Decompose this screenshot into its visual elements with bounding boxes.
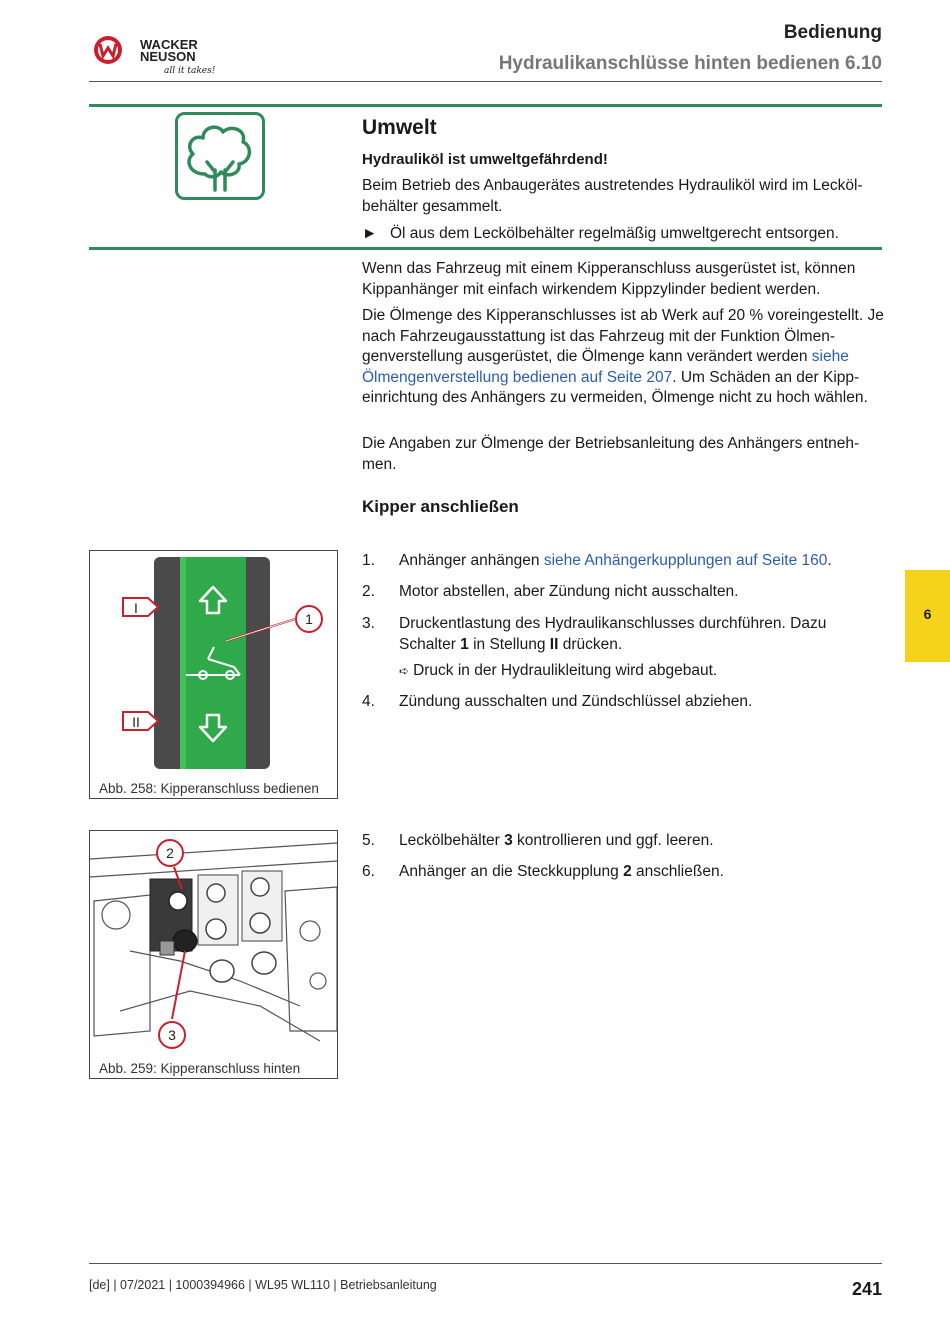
notice-bottom-rule: [89, 247, 882, 250]
link-oil-quantity[interactable]: siehe Ölmengenverstellung bedienen auf Seite 207: [362, 348, 849, 386]
brand-tagline: all it takes!: [164, 66, 216, 76]
brand-line1: WACKER: [140, 37, 198, 52]
svg-text:3: 3: [168, 1027, 176, 1043]
notice-action-text: Öl aus dem Leckölbehälter regelmäßig umweltgerecht entsorgen.: [390, 225, 839, 242]
page-number: 241: [851, 1279, 882, 1299]
svg-text:2: 2: [166, 845, 174, 861]
section-title: Hydraulikanschlüsse hinten bedienen 6.10: [498, 53, 882, 74]
paragraph-3: Die Angaben zur Ölmenge der Betriebsanleitung des Anhängers entnehmen.: [362, 435, 860, 473]
paragraph-2: Die Ölmenge des Kipperanschlusses ist ab Werk auf 20 % voreingestellt. Je nach Fahrzeugausstattung ist das Fahrzeug mit der Funktion Ölmengenverstellung ausgerüstet, die Ölmenge kann verändert werden siehe Ölmengenverstellung bedienen auf Seite 207. Um Schäden an der Kippeinrichtung des Anhängers zu vermeiden, Ölmenge nicht zu hoch wählen.: [362, 307, 884, 406]
list-item: 6. Anhänger an die Steckkupplung 2 anschließen.: [362, 863, 724, 880]
figure-rear-connections: [89, 830, 338, 1079]
svg-text:1: 1: [305, 611, 313, 627]
chapter-tab[interactable]: 6: [905, 570, 950, 662]
list-item: 1. Anhänger anhängen siehe Anhängerkupplungen auf Seite 160.: [362, 552, 832, 569]
list-item: 4. Zündung ausschalten und Zündschlüssel abziehen.: [362, 693, 753, 710]
label-I-tag: [123, 598, 158, 616]
notice-text: Beim Betrieb des Anbaugerätes austretendes Hydrauliköl wird im Leckölbehälter gesammelt.: [362, 177, 863, 215]
chapter-title: Bedienung: [783, 22, 882, 43]
link-trailer-coupling[interactable]: siehe Anhängerkupplungen auf Seite 160: [543, 552, 828, 569]
footer-divider: [89, 1263, 882, 1264]
list-item: 2. Motor abstellen, aber Zündung nicht ausschalten.: [362, 583, 739, 600]
brand-line2: NEUSON: [140, 49, 196, 64]
label-II-tag: [123, 712, 158, 730]
subheading: Kipper anschließen: [362, 497, 519, 516]
svg-text:II: II: [132, 714, 140, 730]
coupling-block-icon: [150, 871, 282, 982]
result-item: ➪ Druck in der Hydraulikleitung wird abgebaut.: [399, 662, 718, 679]
svg-text:I: I: [134, 600, 138, 616]
notice-action: [362, 224, 839, 245]
result-arrow-icon: ➪: [399, 664, 410, 678]
footer-text: [de] | 07/2021 | 1000394966 | WL95 WL110 | Betriebsanleitung: [89, 1278, 437, 1292]
tree-icon: [175, 112, 265, 200]
action-arrow-icon: ►: [362, 225, 378, 242]
header-divider: [89, 81, 882, 82]
figure-caption: Abb. 259: Kipperanschluss hinten: [99, 1061, 301, 1076]
list-item: 3. Druckentlastung des Hydraulikanschlusses durchführen. Dazu Schalter 1 in Stellung II drücken.: [362, 615, 827, 653]
brand-logo: [92, 35, 222, 80]
figure-switch: [89, 550, 338, 799]
list-item: 5. Leckölbehälter 3 kontrollieren und ggf. leeren.: [362, 832, 714, 849]
figure-caption: Abb. 258: Kipperanschluss bedienen: [99, 781, 319, 796]
paragraph-1: Wenn das Fahrzeug mit einem Kipperanschluss ausgerüstet ist, können Kippanhänger mit einfach wirkendem Kippzylinder bedient werden.: [362, 260, 856, 298]
notice-heading: Umwelt: [362, 116, 437, 139]
notice-warning: Hydrauliköl ist umweltgefährdend!: [362, 151, 608, 168]
notice-top-rule: [89, 104, 882, 107]
